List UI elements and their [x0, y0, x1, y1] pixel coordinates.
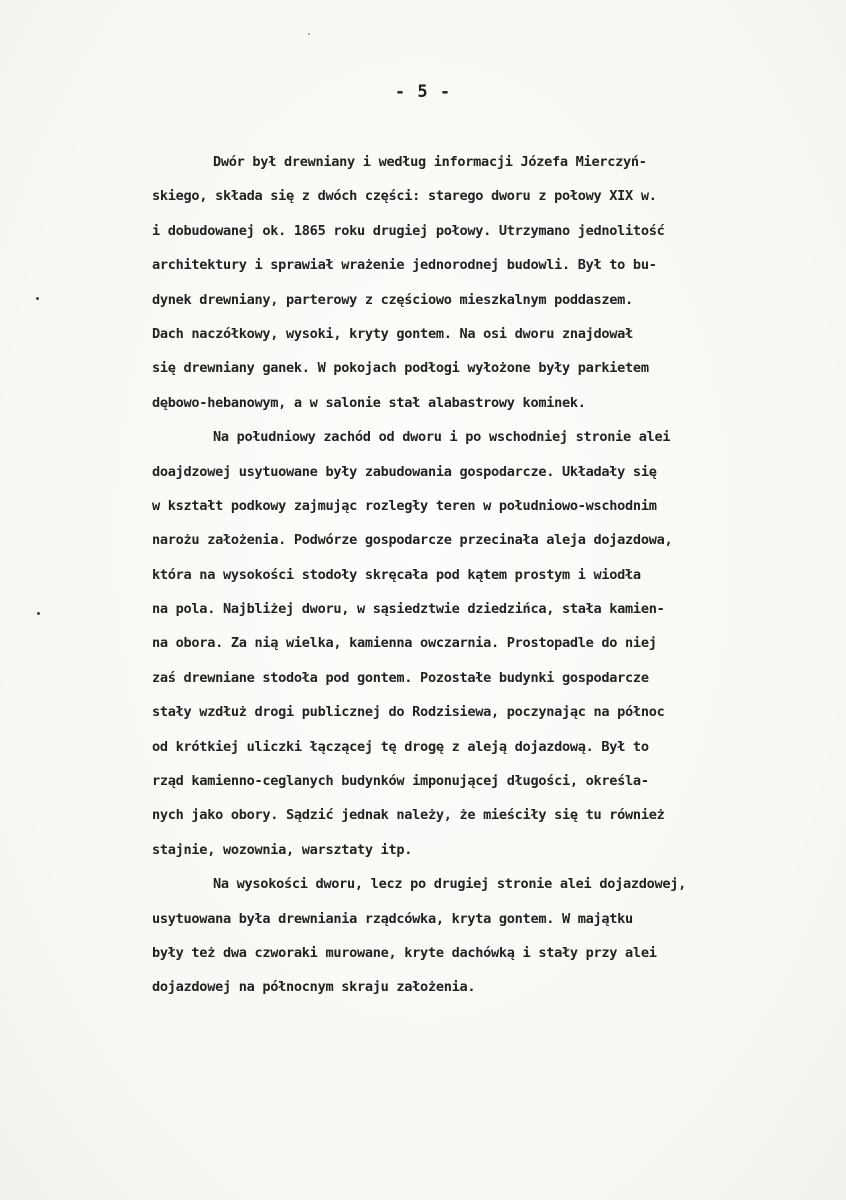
- text-line: na pola. Najbliżej dworu, w sąsiedztwie dziedzińca, stała kamien-: [152, 601, 665, 618]
- paper-speck: [308, 33, 310, 35]
- text-line: Na wysokości dworu, lecz po drugiej stronie alei dojazdowej,: [213, 876, 687, 893]
- text-line: architektury i sprawiał wrażenie jednorodnej budowli. Był to bu-: [152, 257, 657, 274]
- text-line: Dwór był drewniany i według informacji Józefa Mierczyń-: [213, 154, 647, 170]
- text-line: skiego, składa się z dwóch części: starego dworu z połowy XIX w.: [152, 188, 657, 205]
- body-text: [152, 148, 842, 1008]
- text-line: dębowo-hebanowym, a w salonie stał alabastrowy kominek.: [152, 394, 586, 411]
- margin-dot: [36, 297, 39, 300]
- text-line: która na wysokości stodoły skręcała pod kątem prostym i wiodła: [152, 566, 641, 583]
- text-line: w kształt podkowy zajmując rozległy teren w południowo-wschodnim: [152, 497, 657, 514]
- text-line: były też dwa czworaki murowane, kryte dachówką i stały przy alei: [152, 944, 657, 961]
- text-line: zaś drewniane stodoła pod gontem. Pozostałe budynki gospodarcze: [152, 669, 649, 686]
- text-line: nych jako obory. Sądzić jednak należy, że mieściły się tu również: [152, 807, 665, 824]
- text-line: usytuowana była drewniania rządcówka, kryta gontem. W majątku: [152, 910, 633, 927]
- text-line: się drewniany ganek. W pokojach podłogi wyłożone były parkietem: [152, 360, 649, 377]
- page-number: - 5 -: [394, 82, 452, 102]
- text-line: dojazdowej na północnym skraju założenia.: [152, 979, 476, 996]
- text-line: na obora. Za nią wielka, kamienna owczarnia. Prostopadle do niej: [152, 635, 657, 652]
- margin-dot: [37, 612, 40, 615]
- text-line: doajdzowej usytuowane były zabudowania gospodarcze. Układały się: [152, 463, 657, 480]
- text-line: Dach naczółkowy, wysoki, kryty gontem. Na osi dworu znajdował: [152, 325, 633, 342]
- text-line: stały wzdłuż drogi publicznej do Rodzisiewa, poczynając na północ: [152, 704, 665, 721]
- text-line: od krótkiej uliczki łączącej tę drogę z aleją dojazdową. Był to: [152, 738, 649, 755]
- text-line: narożu założenia. Podwórze gospodarcze przecinała aleja dojazdowa,: [152, 532, 673, 549]
- text-line: rząd kamienno-ceglanych budynków imponującej długości, określa-: [152, 773, 649, 790]
- text-line: i dobudowanej ok. 1865 roku drugiej połowy. Utrzymano jednolitość: [152, 222, 665, 239]
- text-line: Na południowy zachód od dworu i po wschodniej stronie alei: [213, 429, 671, 446]
- text-line: stajnie, wozownia, warsztaty itp.: [152, 841, 413, 858]
- text-line: dynek drewniany, parterowy z częściowo mieszkalnym poddaszem.: [152, 291, 633, 308]
